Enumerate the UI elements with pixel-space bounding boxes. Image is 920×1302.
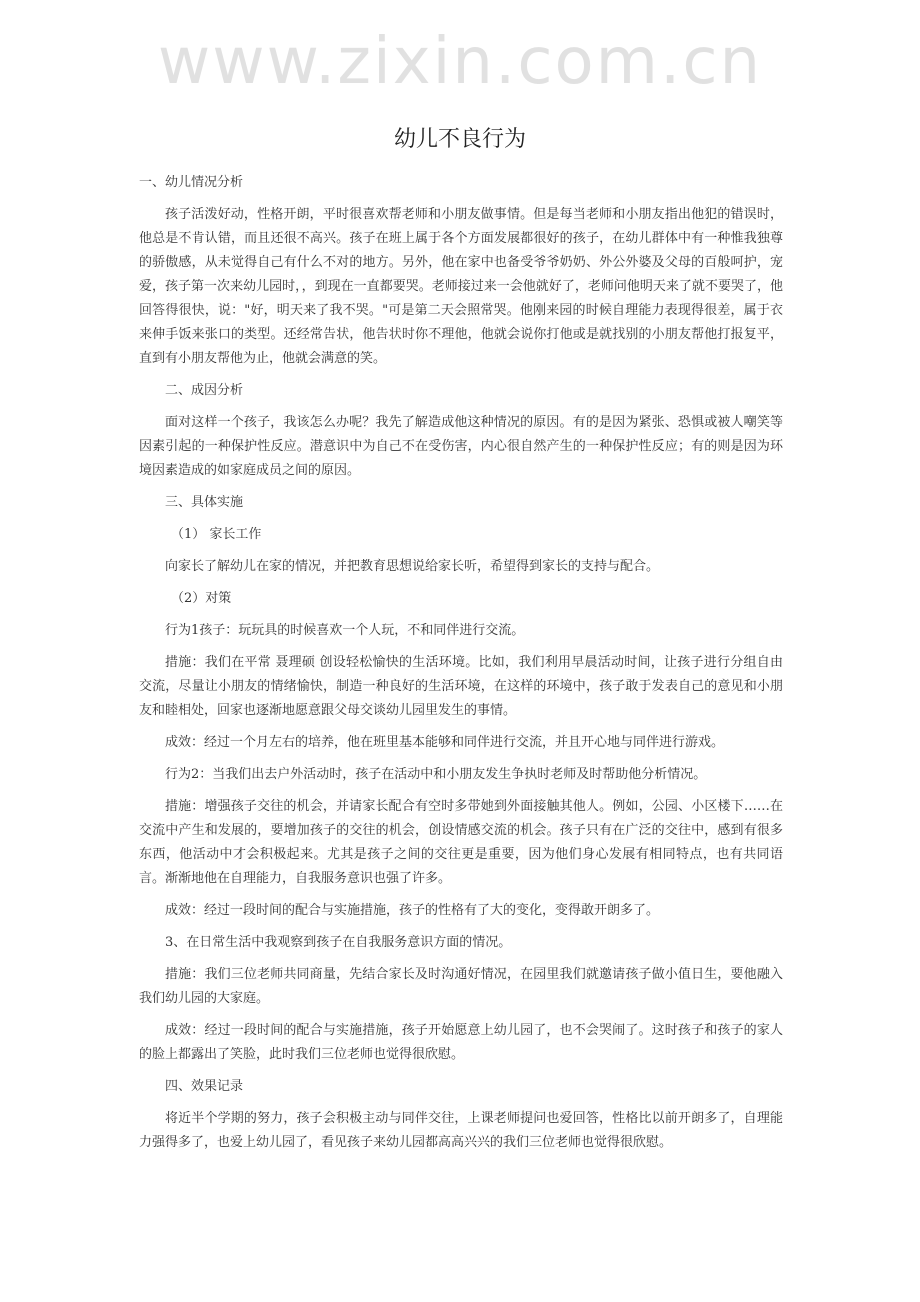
paragraph: 将近半个学期的努力，孩子会积极主动与同伴交往，上课老师提问也爱回答，性格比以前开朗多了，自理能力强得多了，也爱上幼儿园了，看见孩子来幼儿园都高高兴兴的我们三位老师也觉得很欣慰。 — [139, 1111, 783, 1150]
paragraph: 成效：经过一段时间的配合与实施措施，孩子的性格有了大的变化，变得敢开朗多了。 — [165, 903, 660, 918]
paragraph: 面对这样一个孩子，我该怎么办呢？我先了解造成他这种情况的原因。有的是因为紧张、恐惧或被人嘲笑等因素引起的一种保护性反应。潜意识中为自己不在受伤害，内心很自然产生的一种保护性反应；有的则是因为环境因素造成的如家庭成员之间的原因。 — [139, 415, 783, 478]
paragraph: 措施：增强孩子交往的机会，并请家长配合有空时多带她到外面接触其他人。例如，公园、小区楼下……在交流中产生和发展的，要增加孩子的交往的机会，创设情感交流的机会。孩子只有在广泛的交往中，感到有很多东西，他活动中才会积极起来。尤其是孩子之间的交往更是重要，因为他们身心发展有相同特点，也有共同语言。渐渐地他在自理能力，自我服务意识也强了许多。 — [139, 799, 783, 886]
watermark: www.zixin.com.cn — [157, 25, 763, 99]
subheading: （2）对策 — [171, 591, 232, 606]
paragraph: 向家长了解幼儿在家的情况，并把教育思想说给家长听，希望得到家长的支持与配合。 — [165, 559, 660, 574]
paragraph: 孩子活泼好动，性格开朗，平时很喜欢帮老师和小朋友做事情。但是每当老师和小朋友指出他犯的错误时，他总是不肯认错，而且还很不高兴。孩子在班上属于各个方面发展都很好的孩子，在幼儿群体中有一种惟我独尊的骄傲感，从未觉得自己有什么不对的地方。另外，他在家中也备受爷爷奶奶、外公外婆及父母的百般呵护，宠爱，孩子第一次来幼儿园时，，到现在一直都要哭。老师接过来一会他就好了，老师问他明天来了就不要哭了，他回答得很快，说："好，明天来了我不哭。"可是第二天会照常哭。他刚来园的时候自理能力表现得很差，属于衣来伸手饭来张口的类型。还经常告状，他告状时你不理他，他就会说你打他或是就找别的小朋友帮他打报复平，直到有小朋友帮他为止，他就会满意的笑。 — [139, 207, 783, 366]
document-title: 幼儿不良行为 — [393, 127, 526, 152]
section-heading-2: 二、成因分析 — [165, 383, 244, 398]
document-body — [139, 171, 783, 1163]
section-heading-4: 四、效果记录 — [165, 1079, 244, 1094]
paragraph: 措施：我们三位老师共同商量，先结合家长及时沟通好情况，在园里我们就邀请孩子做小值日生，要他融入我们幼儿园的大家庭。 — [139, 967, 783, 1006]
paragraph: 行为1孩子：玩玩具的时候喜欢一个人玩，不和同伴进行交流。 — [165, 623, 525, 638]
paragraph: 措施：我们在平常 聂理硕 创设轻松愉快的生活环境。比如，我们利用早晨活动时间，让孩子进行分组自由交流，尽量让小朋友的情绪愉快，制造一种良好的生活环境，在这样的环境中，孩子敢于发表自己的意见和小朋友和睦相处，回家也逐渐地愿意跟父母交谈幼儿园里发生的事情。 — [139, 655, 783, 718]
paragraph: 3、在日常生活中我观察到孩子在自我服务意识方面的情况。 — [165, 935, 512, 950]
paragraph: 成效：经过一个月左右的培养，他在班里基本能够和同伴进行交流，并且开心地与同伴进行游戏。 — [165, 735, 725, 750]
subheading: （1） 家长工作 — [171, 527, 262, 542]
section-heading-1: 一、幼儿情况分析 — [139, 175, 244, 190]
paragraph: 行为2：当我们出去户外活动时，孩子在活动中和小朋友发生争执时老师及时帮助他分析情况。 — [165, 767, 707, 782]
paragraph: 成效：经过一段时间的配合与实施措施，孩子开始愿意上幼儿园了，也不会哭闹了。这时孩子和孩子的家人的脸上都露出了笑脸，此时我们三位老师也觉得很欣慰。 — [139, 1023, 783, 1062]
section-heading-3: 三、具体实施 — [165, 495, 244, 510]
